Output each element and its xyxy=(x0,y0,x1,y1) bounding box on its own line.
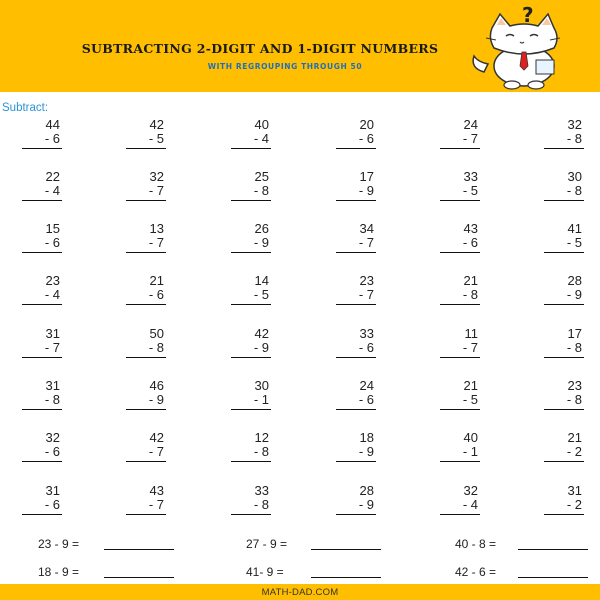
answer-line[interactable] xyxy=(231,409,271,410)
answer-line[interactable] xyxy=(544,304,584,305)
minuend: 21 xyxy=(149,273,164,288)
subtrahend: - 7 xyxy=(462,340,478,355)
answer-line[interactable] xyxy=(336,200,376,201)
subtraction-problem xyxy=(22,169,62,215)
answer-line[interactable] xyxy=(231,514,271,515)
answer-line[interactable] xyxy=(126,148,166,149)
answer-line[interactable] xyxy=(440,514,480,515)
answer-line[interactable] xyxy=(126,514,166,515)
minuend: 32 xyxy=(567,117,582,132)
problem-expression: 40 - 8 = xyxy=(455,537,497,551)
subtrahend: - 7 xyxy=(462,131,478,146)
answer-line[interactable] xyxy=(336,514,376,515)
subtrahend: - 9 xyxy=(358,444,374,459)
minuend: 31 xyxy=(567,483,582,498)
minuend: 32 xyxy=(149,169,164,184)
subtraction-problem xyxy=(544,117,584,163)
problem-expression: 42 - 6 = xyxy=(455,565,497,579)
answer-line[interactable] xyxy=(231,148,271,149)
minuend: 32 xyxy=(45,430,60,445)
subtrahend: - 4 xyxy=(44,287,60,302)
subtrahend: - 8 xyxy=(253,444,269,459)
minuend: 42 xyxy=(149,117,164,132)
answer-line[interactable] xyxy=(231,304,271,305)
subtraction-problem xyxy=(22,378,62,424)
minuend: 50 xyxy=(149,326,164,341)
subtraction-problem xyxy=(440,221,480,267)
subtrahend: - 7 xyxy=(148,444,164,459)
subtrahend: - 7 xyxy=(358,235,374,250)
subtraction-problem xyxy=(336,169,376,215)
subtrahend: - 8 xyxy=(566,131,582,146)
subtraction-problem xyxy=(126,273,166,319)
answer-line[interactable] xyxy=(544,148,584,149)
minuend: 21 xyxy=(567,430,582,445)
subtrahend: - 8 xyxy=(566,183,582,198)
answer-line[interactable] xyxy=(336,461,376,462)
minuend: 43 xyxy=(149,483,164,498)
answer-line[interactable] xyxy=(126,304,166,305)
minuend: 24 xyxy=(359,378,374,393)
minuend: 17 xyxy=(359,169,374,184)
subtrahend: - 2 xyxy=(566,497,582,512)
subtraction-problem xyxy=(440,483,480,529)
subtrahend: - 6 xyxy=(44,497,60,512)
subtrahend: - 6 xyxy=(44,235,60,250)
answer-line[interactable] xyxy=(126,200,166,201)
subtrahend: - 7 xyxy=(148,235,164,250)
subtrahend: - 6 xyxy=(358,131,374,146)
subtrahend: - 4 xyxy=(462,497,478,512)
subtraction-problem xyxy=(544,273,584,319)
subtraction-problem xyxy=(440,273,480,319)
subtrahend: - 6 xyxy=(462,235,478,250)
minuend: 22 xyxy=(45,169,60,184)
subtrahend: - 8 xyxy=(566,340,582,355)
subtraction-problem xyxy=(544,378,584,424)
subtrahend: - 8 xyxy=(462,287,478,302)
minuend: 15 xyxy=(45,221,60,236)
subtrahend: - 8 xyxy=(253,183,269,198)
subtrahend: - 4 xyxy=(44,183,60,198)
answer-line[interactable] xyxy=(231,252,271,253)
minuend: 44 xyxy=(45,117,60,132)
answer-line[interactable] xyxy=(22,304,62,305)
problem-expression: 23 - 9 = xyxy=(38,537,80,551)
minuend: 21 xyxy=(463,378,478,393)
answer-blank[interactable] xyxy=(311,577,381,578)
minuend: 34 xyxy=(359,221,374,236)
answer-line[interactable] xyxy=(22,461,62,462)
minuend: 23 xyxy=(567,378,582,393)
subtraction-problem xyxy=(231,326,271,372)
subtrahend: - 1 xyxy=(253,392,269,407)
subtrahend: - 9 xyxy=(358,497,374,512)
header-banner xyxy=(0,0,600,92)
answer-line[interactable] xyxy=(22,148,62,149)
subtraction-problem xyxy=(126,483,166,529)
subtraction-problem xyxy=(231,378,271,424)
subtraction-problem xyxy=(544,430,584,476)
subtraction-problem xyxy=(22,326,62,372)
minuend: 13 xyxy=(149,221,164,236)
subtraction-problem xyxy=(231,273,271,319)
answer-line[interactable] xyxy=(440,252,480,253)
footer-site: MATH-DAD.COM xyxy=(261,587,339,598)
subtrahend: - 7 xyxy=(148,497,164,512)
minuend: 12 xyxy=(254,430,269,445)
instruction-label: Subtract: xyxy=(2,102,49,114)
minuend: 32 xyxy=(463,483,478,498)
subtrahend: - 9 xyxy=(148,392,164,407)
subtrahend: - 7 xyxy=(358,287,374,302)
subtrahend: - 1 xyxy=(462,444,478,459)
answer-line[interactable] xyxy=(231,357,271,358)
minuend: 25 xyxy=(254,169,269,184)
subtraction-problem xyxy=(440,378,480,424)
minuend: 14 xyxy=(254,273,269,288)
minuend: 33 xyxy=(463,169,478,184)
subtrahend: - 4 xyxy=(253,131,269,146)
answer-line[interactable] xyxy=(440,304,480,305)
subtrahend: - 9 xyxy=(253,340,269,355)
problem-expression: 41- 9 = xyxy=(246,565,284,579)
answer-line[interactable] xyxy=(126,409,166,410)
minuend: 42 xyxy=(254,326,269,341)
subtraction-problem xyxy=(336,326,376,372)
subtrahend: - 8 xyxy=(566,392,582,407)
minuend: 23 xyxy=(45,273,60,288)
answer-line[interactable] xyxy=(126,252,166,253)
subtrahend: - 8 xyxy=(44,392,60,407)
subtrahend: - 6 xyxy=(44,131,60,146)
answer-blank[interactable] xyxy=(104,577,174,578)
footer-banner xyxy=(0,584,600,600)
answer-line[interactable] xyxy=(336,304,376,305)
answer-line[interactable] xyxy=(22,514,62,515)
subtrahend: - 6 xyxy=(44,444,60,459)
subtrahend: - 2 xyxy=(566,444,582,459)
subtrahend: - 7 xyxy=(44,340,60,355)
subtrahend: - 7 xyxy=(148,183,164,198)
subtrahend: - 9 xyxy=(566,287,582,302)
subtraction-problem xyxy=(231,117,271,163)
minuend: 20 xyxy=(359,117,374,132)
subtraction-problem xyxy=(336,483,376,529)
answer-blank[interactable] xyxy=(311,549,381,550)
subtrahend: - 5 xyxy=(253,287,269,302)
subtrahend: - 5 xyxy=(462,183,478,198)
answer-line[interactable] xyxy=(336,148,376,149)
minuend: 33 xyxy=(359,326,374,341)
subtrahend: - 8 xyxy=(148,340,164,355)
subtraction-problem xyxy=(544,221,584,267)
problem-expression: 18 - 9 = xyxy=(38,565,80,579)
minuend: 18 xyxy=(359,430,374,445)
subtraction-problem xyxy=(231,169,271,215)
minuend: 23 xyxy=(359,273,374,288)
answer-line[interactable] xyxy=(231,200,271,201)
subtraction-problem xyxy=(440,169,480,215)
answer-blank[interactable] xyxy=(518,549,588,550)
subtrahend: - 9 xyxy=(253,235,269,250)
subtraction-problem xyxy=(544,169,584,215)
subtraction-problem xyxy=(336,221,376,267)
subtrahend: - 6 xyxy=(358,392,374,407)
worksheet-subtitle: WITH REGROUPING THROUGH 50 xyxy=(207,62,363,71)
answer-line[interactable] xyxy=(126,357,166,358)
subtraction-problem xyxy=(126,221,166,267)
subtraction-problem xyxy=(22,483,62,529)
subtraction-problem xyxy=(336,117,376,163)
minuend: 11 xyxy=(464,326,478,341)
subtraction-problem xyxy=(22,117,62,163)
answer-line[interactable] xyxy=(440,148,480,149)
subtrahend: - 9 xyxy=(358,183,374,198)
minuend: 40 xyxy=(254,117,269,132)
subtraction-problem xyxy=(544,483,584,529)
minuend: 28 xyxy=(359,483,374,498)
subtrahend: - 6 xyxy=(148,287,164,302)
answer-line[interactable] xyxy=(22,200,62,201)
answer-blank[interactable] xyxy=(518,577,588,578)
subtraction-problem xyxy=(336,430,376,476)
subtraction-problem xyxy=(231,483,271,529)
subtraction-problem xyxy=(126,326,166,372)
answer-line[interactable] xyxy=(544,200,584,201)
problem-expression: 27 - 9 = xyxy=(246,537,288,551)
subtraction-problem xyxy=(231,221,271,267)
subtraction-problem xyxy=(336,378,376,424)
minuend: 17 xyxy=(567,326,582,341)
answer-line[interactable] xyxy=(336,252,376,253)
minuend: 30 xyxy=(254,378,269,393)
answer-line[interactable] xyxy=(22,357,62,358)
minuend: 41 xyxy=(567,221,582,236)
cat-mascot-icon xyxy=(466,2,582,90)
minuend: 42 xyxy=(149,430,164,445)
subtrahend: - 5 xyxy=(462,392,478,407)
subtraction-problem xyxy=(126,169,166,215)
subtraction-problem xyxy=(126,378,166,424)
subtrahend: - 5 xyxy=(566,235,582,250)
answer-line[interactable] xyxy=(440,409,480,410)
minuend: 31 xyxy=(45,326,60,341)
subtraction-problem xyxy=(440,326,480,372)
answer-line[interactable] xyxy=(126,461,166,462)
subtraction-problem xyxy=(22,221,62,267)
minuend: 30 xyxy=(567,169,582,184)
minuend: 46 xyxy=(149,378,164,393)
answer-line[interactable] xyxy=(440,200,480,201)
answer-line[interactable] xyxy=(231,461,271,462)
answer-line[interactable] xyxy=(22,252,62,253)
subtrahend: - 6 xyxy=(358,340,374,355)
minuend: 24 xyxy=(463,117,478,132)
minuend: 28 xyxy=(567,273,582,288)
subtraction-problem xyxy=(440,430,480,476)
minuend: 31 xyxy=(45,483,60,498)
answer-line[interactable] xyxy=(440,461,480,462)
answer-line[interactable] xyxy=(544,357,584,358)
subtraction-problem xyxy=(440,117,480,163)
answer-line[interactable] xyxy=(544,461,584,462)
subtraction-problem xyxy=(126,430,166,476)
subtraction-problem xyxy=(336,273,376,319)
minuend: 40 xyxy=(463,430,478,445)
answer-blank[interactable] xyxy=(104,549,174,550)
subtrahend: - 8 xyxy=(253,497,269,512)
subtrahend: - 5 xyxy=(148,131,164,146)
subtraction-problem xyxy=(22,430,62,476)
answer-line[interactable] xyxy=(544,514,584,515)
worksheet-title: SUBTRACTING 2-DIGIT AND 1-DIGIT NUMBERS xyxy=(81,41,439,56)
subtraction-problem xyxy=(544,326,584,372)
answer-line[interactable] xyxy=(544,252,584,253)
answer-line[interactable] xyxy=(22,409,62,410)
answer-line[interactable] xyxy=(440,357,480,358)
minuend: 33 xyxy=(254,483,269,498)
minuend: 26 xyxy=(254,221,269,236)
minuend: 21 xyxy=(463,273,478,288)
subtraction-problem xyxy=(22,273,62,319)
answer-line[interactable] xyxy=(336,409,376,410)
answer-line[interactable] xyxy=(336,357,376,358)
subtraction-problem xyxy=(126,117,166,163)
minuend: 43 xyxy=(463,221,478,236)
svg-text:?: ? xyxy=(522,3,534,27)
answer-line[interactable] xyxy=(544,409,584,410)
subtraction-problem xyxy=(231,430,271,476)
minuend: 31 xyxy=(45,378,60,393)
